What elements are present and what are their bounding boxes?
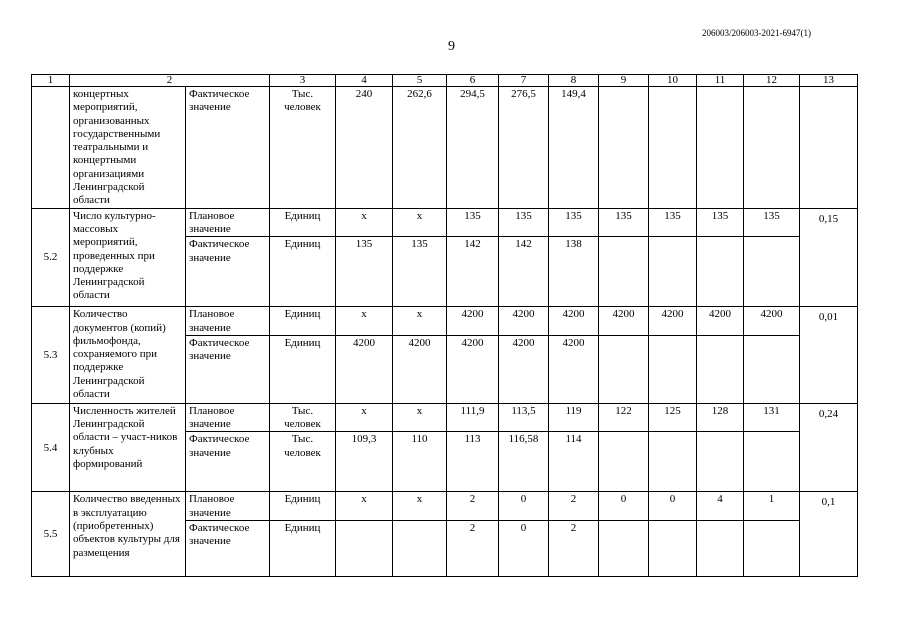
value-cell: 4200 <box>447 307 499 336</box>
column-header: 11 <box>697 75 744 87</box>
value-cell <box>599 335 649 403</box>
value-cell: 4200 <box>499 335 549 403</box>
value-type-label: Фактическое значение <box>186 87 270 209</box>
column-header: 2 <box>70 75 270 87</box>
value-cell: 135 <box>549 208 599 237</box>
table-row <box>32 403 858 432</box>
unit-cell: Тыс. человек <box>270 87 336 209</box>
value-cell: 135 <box>499 208 549 237</box>
value-cell <box>744 432 800 492</box>
unit-cell: Единиц <box>270 492 336 521</box>
unit-cell: Тыс. человек <box>270 403 336 432</box>
value-cell <box>697 87 744 209</box>
value-cell: 113 <box>447 432 499 492</box>
unit-cell: Единиц <box>270 208 336 237</box>
value-cell <box>744 335 800 403</box>
value-cell: х <box>336 492 393 521</box>
value-type-label: Плановое значение <box>186 208 270 237</box>
value-cell: 2 <box>549 521 599 577</box>
unit-cell: Единиц <box>270 521 336 577</box>
table-row <box>32 307 858 336</box>
value-cell: 142 <box>499 237 549 307</box>
row-number: 5.2 <box>32 208 70 307</box>
indicator-name: Численность жителей Ленинградской области – участ-ников клубных формирований <box>70 403 186 492</box>
value-cell <box>336 521 393 577</box>
value-cell: 131 <box>744 403 800 432</box>
indicator-name: Количество введенных в эксплуатацию (приобретенных) объектов культуры для размещения <box>70 492 186 577</box>
value-type-label: Фактическое значение <box>186 237 270 307</box>
value-cell <box>697 432 744 492</box>
column-header: 3 <box>270 75 336 87</box>
value-cell: х <box>393 307 447 336</box>
value-cell: 262,6 <box>393 87 447 209</box>
column-header: 9 <box>599 75 649 87</box>
value-cell: 0 <box>499 521 549 577</box>
value-cell: 128 <box>697 403 744 432</box>
value-cell <box>744 87 800 209</box>
value-cell: 4200 <box>447 335 499 403</box>
weight-cell: 0,1 <box>800 492 858 577</box>
value-cell: 111,9 <box>447 403 499 432</box>
value-type-label: Фактическое значение <box>186 335 270 403</box>
row-number: 5.5 <box>32 492 70 577</box>
value-cell: 0 <box>599 492 649 521</box>
value-cell: 2 <box>447 492 499 521</box>
value-cell: х <box>393 403 447 432</box>
value-cell: 276,5 <box>499 87 549 209</box>
value-cell: 2 <box>549 492 599 521</box>
row-number <box>32 87 70 209</box>
indicator-name: Количество документов (копий) фильмофонда, сохраняемого при поддержке Ленинградской области <box>70 307 186 404</box>
unit-cell: Единиц <box>270 237 336 307</box>
weight-cell: 0,01 <box>800 307 858 404</box>
value-cell: х <box>336 403 393 432</box>
row-number: 5.3 <box>32 307 70 404</box>
value-cell: 135 <box>649 208 697 237</box>
table-row <box>32 208 858 237</box>
indicators-table <box>31 74 858 577</box>
value-cell: 4200 <box>649 307 697 336</box>
value-type-label: Фактическое значение <box>186 521 270 577</box>
value-cell: 4200 <box>549 307 599 336</box>
value-cell: 149,4 <box>549 87 599 209</box>
value-cell: 142 <box>447 237 499 307</box>
value-cell <box>599 87 649 209</box>
value-cell <box>744 237 800 307</box>
table-row <box>32 87 858 209</box>
value-cell: 116,58 <box>499 432 549 492</box>
value-cell: 2 <box>447 521 499 577</box>
column-header: 12 <box>744 75 800 87</box>
value-cell: 0 <box>649 492 697 521</box>
value-cell <box>744 521 800 577</box>
value-type-label: Плановое значение <box>186 403 270 432</box>
unit-cell: Тыс. человек <box>270 432 336 492</box>
column-header: 13 <box>800 75 858 87</box>
document-id: 206003/206003-2021-6947(1) <box>702 28 811 38</box>
value-cell: х <box>336 208 393 237</box>
value-cell <box>649 432 697 492</box>
value-cell <box>649 87 697 209</box>
value-cell: 4200 <box>744 307 800 336</box>
weight-cell: 0,15 <box>800 208 858 307</box>
value-cell: 0 <box>499 492 549 521</box>
column-header: 4 <box>336 75 393 87</box>
column-header: 5 <box>393 75 447 87</box>
value-type-label: Плановое значение <box>186 307 270 336</box>
value-cell: 4 <box>697 492 744 521</box>
value-cell: 4200 <box>499 307 549 336</box>
value-cell: 109,3 <box>336 432 393 492</box>
value-cell: 138 <box>549 237 599 307</box>
row-number: 5.4 <box>32 403 70 492</box>
value-cell <box>599 432 649 492</box>
value-cell: 4200 <box>549 335 599 403</box>
column-header: 1 <box>32 75 70 87</box>
indicator-name: концертных мероприятий, организованных государственными театральными и концертными организациями Ленинградской области <box>70 87 186 209</box>
weight-cell: 0,24 <box>800 403 858 492</box>
indicator-name: Число культурно-массовых мероприятий, проведенных при поддержке Ленинградской области <box>70 208 186 307</box>
weight-cell <box>800 87 858 209</box>
value-cell: х <box>393 492 447 521</box>
value-cell <box>697 521 744 577</box>
value-cell: 135 <box>599 208 649 237</box>
value-cell: 135 <box>447 208 499 237</box>
value-cell: 135 <box>744 208 800 237</box>
value-cell: 135 <box>336 237 393 307</box>
page-number: 9 <box>448 39 455 54</box>
value-cell: 113,5 <box>499 403 549 432</box>
column-header: 6 <box>447 75 499 87</box>
header-row <box>32 75 858 87</box>
value-cell: 4200 <box>599 307 649 336</box>
value-cell: 1 <box>744 492 800 521</box>
value-cell: х <box>336 307 393 336</box>
value-cell <box>599 521 649 577</box>
unit-cell: Единиц <box>270 307 336 336</box>
value-cell: 135 <box>393 237 447 307</box>
value-cell: 114 <box>549 432 599 492</box>
value-cell: 122 <box>599 403 649 432</box>
value-cell: 240 <box>336 87 393 209</box>
value-cell: 4200 <box>393 335 447 403</box>
value-cell: 119 <box>549 403 599 432</box>
value-cell <box>649 521 697 577</box>
value-cell <box>599 237 649 307</box>
value-cell <box>697 335 744 403</box>
value-cell: 4200 <box>697 307 744 336</box>
column-header: 7 <box>499 75 549 87</box>
value-cell: х <box>393 208 447 237</box>
value-type-label: Фактическое значение <box>186 432 270 492</box>
value-cell: 4200 <box>336 335 393 403</box>
value-cell: 125 <box>649 403 697 432</box>
value-cell: 294,5 <box>447 87 499 209</box>
unit-cell: Единиц <box>270 335 336 403</box>
value-cell <box>393 521 447 577</box>
value-type-label: Плановое значение <box>186 492 270 521</box>
value-cell <box>649 335 697 403</box>
value-cell <box>697 237 744 307</box>
value-cell <box>649 237 697 307</box>
value-cell: 135 <box>697 208 744 237</box>
column-header: 10 <box>649 75 697 87</box>
value-cell: 110 <box>393 432 447 492</box>
column-header: 8 <box>549 75 599 87</box>
table-row <box>32 492 858 521</box>
